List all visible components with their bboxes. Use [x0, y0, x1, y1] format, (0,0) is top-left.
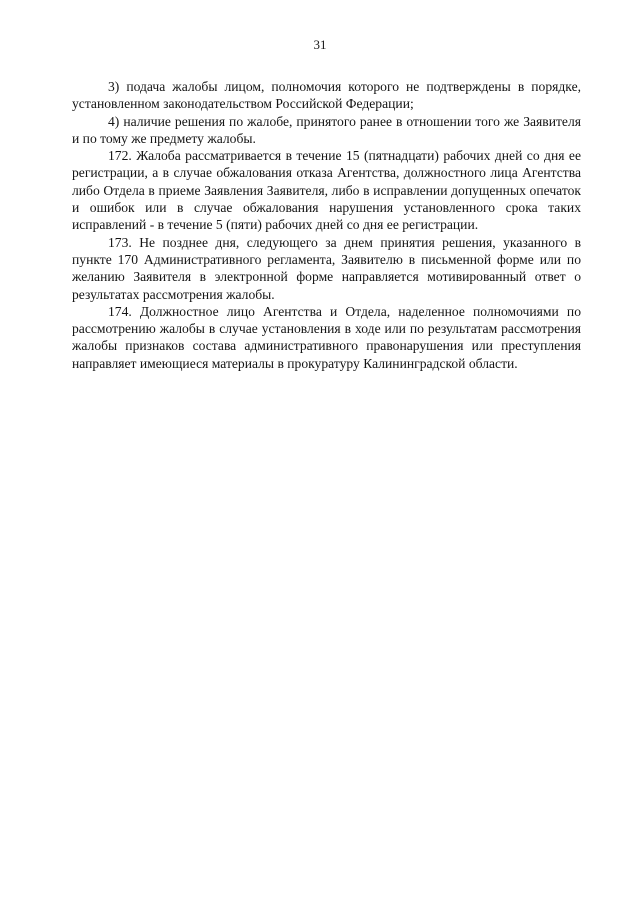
- paragraph-173: 173. Не позднее дня, следующего за днем принятия решения, указанного в пункте 170 Административного регламента, Заявителю в письменной форме или по желанию Заявителя в электронной форме направляется мотивированный ответ о результатах рассмотрения жалобы.: [72, 234, 581, 302]
- page-number: 31: [313, 37, 327, 52]
- paragraph-item-4: 4) наличие решения по жалобе, принятого ранее в отношении того же Заявителя и по тому же предмету жалобы.: [72, 113, 581, 146]
- document-body: [72, 78, 581, 372]
- paragraph-item-3: 3) подача жалобы лицом, полномочия которого не подтверждены в порядке, установленном законодательством Российской Федерации;: [72, 79, 581, 112]
- paragraph-174: 174. Должностное лицо Агентства и Отдела, наделенное полномочиями по рассмотрению жалобы в случае установления в ходе или по результатам рассмотрения жалобы признаков состава административного правонарушения или преступления направляет имеющиеся материалы в прокуратуру Калининградской области.: [72, 303, 581, 371]
- paragraph-172: 172. Жалоба рассматривается в течение 15 (пятнадцати) рабочих дней со дня ее регистрации, а в случае обжалования отказа Агентства, должностного лица Агентства либо Отдела в приеме Заявления Заявителя, либо в исправлении допущенных опечаток и ошибок или в случае обжалования нарушения установленного срока таких исправлений - в течение 5 (пяти) рабочих дней со дня ее регистрации.: [72, 148, 581, 233]
